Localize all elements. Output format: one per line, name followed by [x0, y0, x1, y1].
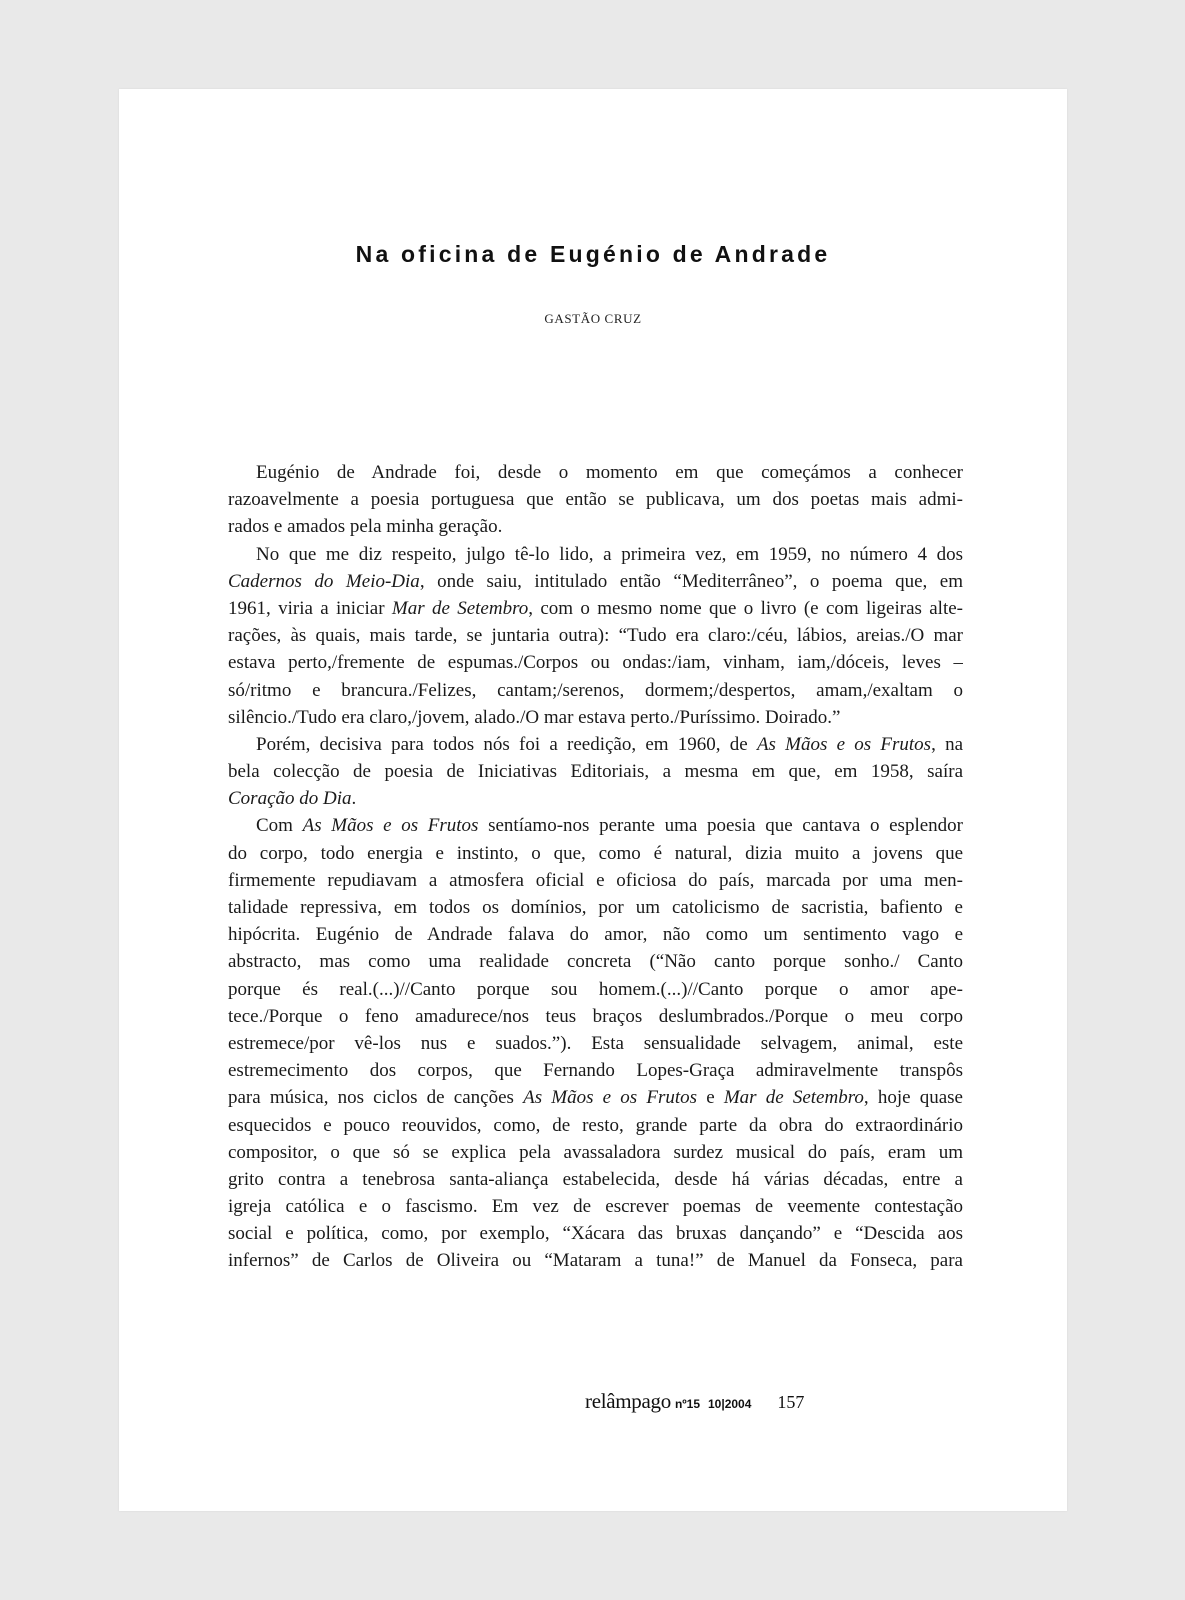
- text-run: .: [351, 788, 357, 810]
- text-line: [228, 459, 963, 486]
- text-line: [228, 1139, 963, 1166]
- text-run: , com o mesmo nome que o livro (e com ligeiras alte-: [528, 597, 963, 619]
- text-line: [228, 1166, 963, 1193]
- text-run: igreja católica e o fascismo. Em vez de escrever poemas de veemente contestação: [228, 1196, 963, 1218]
- text-run: estremece/por vê-los nus e suados.”). Esta sensualidade selvagem, animal, este: [228, 1032, 963, 1054]
- text-run: , onde saiu, intitulado então “Mediterrâneo”, o poema que, em: [419, 570, 963, 592]
- text-run: social e política, como, por exemplo, “Xácara das bruxas dançando” e “Descida aos: [228, 1223, 963, 1245]
- text-run: tece./Porque o feno amadurece/nos teus braços deslumbrados./Porque o meu corpo: [228, 1005, 963, 1027]
- text-line: [228, 622, 963, 649]
- issue-number: nº15: [674, 1397, 700, 1411]
- text-run: Porém, decisiva para todos nós foi a reedição, em 1960, de: [256, 733, 757, 755]
- text-run: silêncio./Tudo era claro,/jovem, alado./O mar estava perto./Puríssimo. Doirado.”: [228, 706, 841, 728]
- text-line: [228, 513, 963, 540]
- text-line: [228, 649, 963, 676]
- text-line: [228, 1112, 963, 1139]
- text-line: [228, 785, 963, 812]
- text-line: [228, 1003, 963, 1030]
- text-line: [228, 921, 963, 948]
- text-line: [228, 541, 963, 568]
- text-line: [228, 568, 963, 595]
- text-run: rações, às quais, mais tarde, se juntaria outra): “Tudo era claro:/céu, lábios, areias./O mar: [228, 625, 963, 647]
- text-run: rados e amados pela minha geração.: [228, 516, 503, 538]
- text-run: estremecimento dos corpos, que Fernando Lopes-Graça admiravelmente transpôs: [228, 1060, 963, 1082]
- article-body: [228, 459, 963, 1275]
- text-line: [228, 812, 963, 839]
- text-run: compositor, o que só se explica pela avassaladora surdez musical do país, eram um: [228, 1141, 963, 1163]
- text-run: No que me diz respeito, julgo tê-lo lido, a primeira vez, em 1959, no número 4 dos: [256, 543, 963, 565]
- text-line: [228, 948, 963, 975]
- text-run: e: [697, 1087, 724, 1109]
- text-run: sentíamo-nos perante uma poesia que cantava o esplendor: [478, 815, 963, 837]
- page-footer: [585, 1389, 804, 1414]
- text-run: abstracto, mas como uma realidade concreta (“Não canto porque sonho./ Canto: [228, 951, 963, 973]
- document-page: [119, 89, 1067, 1511]
- text-line: [228, 1084, 963, 1111]
- text-line: [228, 704, 963, 731]
- text-run: para música, nos ciclos de canções: [228, 1087, 524, 1109]
- italic-title: As Mãos e os Frutos: [756, 733, 932, 755]
- text-line: [228, 1247, 963, 1274]
- text-run: estava perto,/fremente de espumas./Corpos ou ondas:/iam, vinham, iam,/dóceis, leves –: [228, 652, 963, 674]
- text-line: [228, 1030, 963, 1057]
- italic-title: Cadernos do Meio-Dia: [228, 570, 420, 592]
- text-line: [228, 758, 963, 785]
- text-run: 1961, viria a iniciar: [228, 597, 392, 619]
- text-run: talidade repressiva, em todos os domínios, por um catolicismo de sacristia, bafiento e: [228, 897, 963, 918]
- text-run: porque és real.(...)//Canto porque sou homem.(...)//Canto porque o amor ape-: [228, 978, 963, 1000]
- text-run: Com: [256, 815, 303, 837]
- text-line: [228, 595, 963, 622]
- article-title: Na oficina de Eugénio de Andrade: [355, 241, 831, 267]
- text-run: só/ritmo e brancura./Felizes, cantam;/serenos, dormem;/despertos, amam,/exaltam o: [228, 679, 963, 701]
- italic-title: Coração do Dia: [228, 788, 352, 810]
- text-line: [228, 1220, 963, 1247]
- text-run: bela colecção de poesia de Iniciativas Editoriais, a mesma em que, em 1958, saíra: [228, 761, 963, 783]
- italic-title: Mar de Setembro: [723, 1087, 864, 1109]
- text-run: , na: [931, 733, 963, 755]
- text-run: , hoje quase: [863, 1087, 963, 1109]
- text-run: firmemente repudiavam a atmosfera oficial e oficiosa do país, marcada por uma men-: [228, 869, 963, 891]
- text-line: [228, 677, 963, 704]
- italic-title: As Mãos e os Frutos: [523, 1087, 698, 1109]
- article-author: GASTÃO CRUZ: [544, 311, 642, 326]
- journal-name: relâmpago: [585, 1389, 671, 1413]
- text-run: infernos” de Carlos de Oliveira ou “Mataram a tuna!” de Manuel da Fonseca, para: [228, 1250, 963, 1272]
- text-line: [228, 976, 963, 1003]
- text-line: [228, 486, 963, 513]
- text-run: razoavelmente a poesia portuguesa que então se publicava, um dos poetas mais admi-: [228, 489, 963, 511]
- text-line: [228, 840, 963, 867]
- issue-date: 10|2004: [708, 1397, 752, 1411]
- text-run: hipócrita. Eugénio de Andrade falava do amor, não como um sentimento vago e: [228, 924, 963, 946]
- page-number: 157: [777, 1392, 805, 1412]
- text-run: esquecidos e pouco reouvidos, como, de resto, grande parte da obra do extraordinário: [228, 1114, 963, 1136]
- italic-title: Mar de Setembro: [391, 597, 529, 619]
- text-line: [228, 894, 963, 921]
- text-line: [228, 1193, 963, 1220]
- text-line: [228, 1057, 963, 1084]
- italic-title: As Mãos e os Frutos: [302, 815, 479, 837]
- text-run: do corpo, todo energia e instinto, o que, como é natural, dizia muito a jovens que: [228, 842, 963, 864]
- text-run: Eugénio de Andrade foi, desde o momento em que começámos a conhecer: [256, 462, 963, 483]
- text-line: [228, 867, 963, 894]
- text-run: grito contra a tenebrosa santa-aliança estabelecida, desde há várias décadas, entre a: [228, 1168, 963, 1190]
- text-line: [228, 731, 963, 758]
